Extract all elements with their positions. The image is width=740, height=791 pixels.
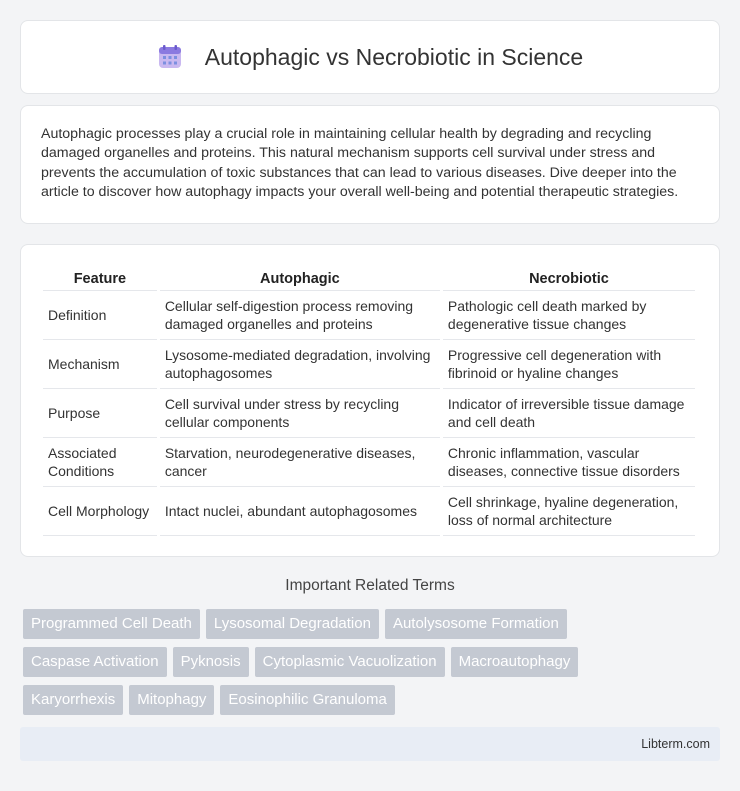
related-term-tag[interactable]: Programmed Cell Death xyxy=(23,609,200,639)
related-terms-list xyxy=(23,609,723,723)
footer-site-link[interactable]: Libterm.com xyxy=(641,737,710,751)
comparison-table xyxy=(40,265,698,536)
row-autophagic: Cellular self-digestion process removing damaged organelles and proteins xyxy=(160,291,440,340)
intro-text: Autophagic processes play a crucial role in maintaining cellular health by degrading and recycling damaged organelles and proteins. This natural mechanism supports cell survival under stress and prevents the accumulation of toxic substances that can lead to various diseases. Dive deeper into the article to discover how autophagy impacts your overall well-being and potential therapeutic strategies. xyxy=(41,126,679,200)
row-feature: Mechanism xyxy=(43,340,157,389)
row-autophagic: Intact nuclei, abundant autophagosomes xyxy=(160,487,440,536)
row-autophagic: Lysosome-mediated degradation, involving autophagosomes xyxy=(160,340,440,389)
table-row xyxy=(43,487,695,536)
comparison-table-card xyxy=(20,244,720,557)
page-title: Autophagic vs Necrobiotic in Science xyxy=(204,43,584,70)
related-term-tag[interactable]: Mitophagy xyxy=(129,685,214,715)
row-feature: Cell Morphology xyxy=(43,487,157,536)
row-feature: Definition xyxy=(43,291,157,340)
row-feature: Associated Conditions xyxy=(43,438,157,487)
table-header-row xyxy=(43,265,695,291)
related-term-tag[interactable]: Caspase Activation xyxy=(23,647,167,677)
calendar-grid-icon xyxy=(157,44,183,70)
related-term-tag[interactable]: Lysosomal Degradation xyxy=(206,609,379,639)
related-term-tag[interactable]: Autolysosome Formation xyxy=(385,609,567,639)
related-term-tag[interactable]: Cytoplasmic Vacuolization xyxy=(255,647,445,677)
header-necrobiotic: Necrobiotic xyxy=(443,265,695,291)
table-row xyxy=(43,291,695,340)
header-feature: Feature xyxy=(43,265,157,291)
row-necrobiotic: Indicator of irreversible tissue damage and cell death xyxy=(443,389,695,438)
related-term-tag[interactable]: Pyknosis xyxy=(173,647,249,677)
row-necrobiotic: Progressive cell degeneration with fibrinoid or hyaline changes xyxy=(443,340,695,389)
table-row xyxy=(43,340,695,389)
header-card xyxy=(20,20,720,94)
related-term-tag[interactable]: Macroautophagy xyxy=(451,647,579,677)
header-autophagic: Autophagic xyxy=(160,265,440,291)
row-necrobiotic: Pathologic cell death marked by degenerative tissue changes xyxy=(443,291,695,340)
related-term-tag[interactable]: Karyorrhexis xyxy=(23,685,123,715)
row-necrobiotic: Chronic inflammation, vascular diseases, connective tissue disorders xyxy=(443,438,695,487)
row-necrobiotic: Cell shrinkage, hyaline degeneration, loss of normal architecture xyxy=(443,487,695,536)
related-terms-title: Important Related Terms xyxy=(285,577,455,594)
row-feature: Purpose xyxy=(43,389,157,438)
row-autophagic: Cell survival under stress by recycling cellular components xyxy=(160,389,440,438)
intro-card xyxy=(20,105,720,224)
row-autophagic: Starvation, neurodegenerative diseases, cancer xyxy=(160,438,440,487)
related-term-tag[interactable]: Eosinophilic Granuloma xyxy=(220,685,394,715)
footer xyxy=(20,727,720,761)
table-row xyxy=(43,438,695,487)
table-row xyxy=(43,389,695,438)
